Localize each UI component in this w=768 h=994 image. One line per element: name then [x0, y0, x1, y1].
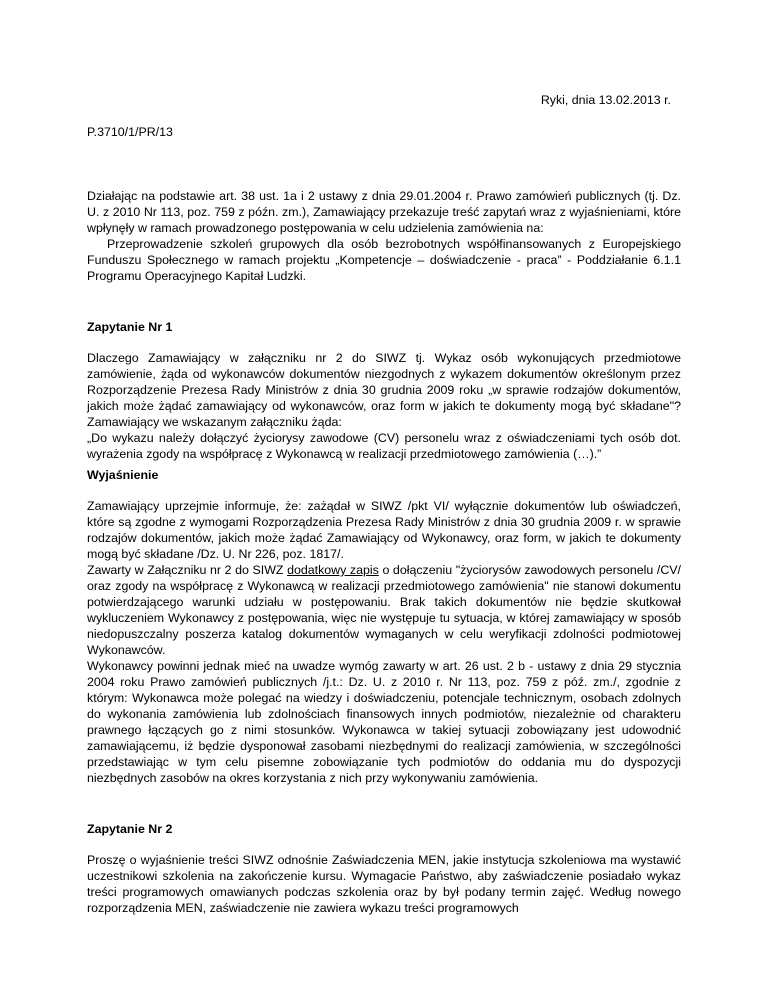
- question-1-heading-block: [87, 319, 681, 335]
- question-2-body: [87, 852, 681, 916]
- explanation-1-paragraph-2: [87, 562, 681, 658]
- question-1-body: [87, 350, 681, 462]
- explanation-1-p2-start: Zawarty w Załączniku nr 2 do SIWZ: [87, 563, 288, 577]
- intro-paragraph: Działając na podstawie art. 38 ust. 1a i 2 ustawy z dnia 29.01.2004 r. Prawo zamówień publicznych (tj. Dz. U. z 2010 Nr 113, poz. 759 z późn. zm.), Zamawiający przekazuje treść zapytań wraz z wyjaśnieniami, które wpłynęły w ramach prowadzonego postępowania w celu udzielenia zamówienia na:: [87, 189, 681, 235]
- question-2-heading-block: [87, 821, 681, 837]
- explanation-1-heading-block: [87, 467, 681, 483]
- explanation-1-paragraph-3: Wykonawcy powinni jednak mieć na uwadze wymóg zawarty w art. 26 ust. 2 b - ustawy z dnia 29 stycznia 2004 roku Prawo zamówień publicznych /j.t.: Dz. U. z 2010 r. Nr 113, poz. 759 z póź. zm./, zgodnie z którym: Wykonawca może polegać na wiedzy i doświadczeniu, potencjale technicznym, osobach zdolnych do wykonania zamówienia lub zdolnościach finansowych innych podmiotów, niezależnie od charakteru prawnego łączących go z nimi stosunków. Wykonawca w takiej sytuacji zobowiązany jest udowodnić zamawiającemu, iż będzie dysponował zasobami niezbędnymi do realizacji zamówienia, w szczególności przedstawiając w tym celu pisemne zobowiązanie tych podmiotów do oddania mu do dyspozycji niezbędnych zasobów na okres korzystania z nich przy wykonywaniu zamówienia.: [87, 659, 681, 785]
- document-date: Ryki, dnia 13.02.2013 r.: [540, 93, 671, 107]
- explanation-1-p2-end: o dołączeniu "życiorysów zawodowych personelu /CV/ oraz zgody na współpracę z Wykonawcą w realizacji przedmiotowego zamówienia" nie stanowi dokumentu potwierdzającego warunki udziału w postępowaniu. Brak takich dokumentów nie będzie skutkował wykluczeniem Wykonawcy z postępowania, więc nie występuje tu sytuacja, w której zamawiający w sposób niedopuszczalny poszerza katalog dokumentów wymaganych w celu weryfikacji zdolności podmiotowej Wykonawców.: [87, 563, 681, 657]
- underlined-phrase: dodatkowy zapis: [287, 563, 379, 577]
- question-2-paragraph: Proszę o wyjaśnienie treści SIWZ odnośnie Zaświadczenia MEN, jakie instytucja szkoleniowa ma wystawić uczestnikowi szkolenia na zakończenie kursu. Wymagacie Państwo, aby zaświadczenie posiadało wykaz treści programowych omawianych podczas szkolenia oraz by był podany termin zajęć. Według nowego rozporządzenia MEN, zaświadczenie nie zawiera wykazu treści programowych: [87, 853, 681, 915]
- intro-section: [87, 188, 681, 284]
- question-1-heading: Zapytanie Nr 1: [87, 320, 173, 334]
- reference-number: P.3710/1/PR/13: [87, 125, 173, 139]
- explanation-1-body: [87, 498, 681, 786]
- question-1-paragraph: Dlaczego Zamawiający w załączniku nr 2 do SIWZ tj. Wykaz osób wykonujących przedmiotowe zamówienie, żąda od wykonawców dokumentów niezgodnych z wykazem dokumentów określonym przez Rozporządzenie Prezesa Rady Ministrów z dnia 30 grudnia 2009 roku „w sprawie rodzajów dokumentów, jakich może żądać zamawiający od wykonawców, oraz form w jakich te dokumenty mogą być składane"? Zamawiający we wskazanym załączniku żąda:: [87, 351, 681, 429]
- question-2-heading: Zapytanie Nr 2: [87, 822, 173, 836]
- explanation-1-paragraph-1: Zamawiający uprzejmie informuje, że: zażądał w SIWZ /pkt VI/ wyłącznie dokumentów lub oświadczeń, które są zgodne z wymogami Rozporządzenia Prezesa Rady Ministrów z dnia 30 grudnia 2009 r. w sprawie rodzajów dokumentów, jakich może żądać Zamawiający od Wykonawcy, oraz form, w jakich te dokumenty mogą być składane /Dz. U. Nr 226, poz. 1817/.: [87, 499, 681, 561]
- explanation-1-heading: Wyjaśnienie: [87, 468, 159, 482]
- subject-paragraph: Przeprowadzenie szkoleń grupowych dla osób bezrobotnych współfinansowanych z Europejskiego Funduszu Społecznego w ramach projektu „Kompetencje – doświadczenie - praca” - Poddziałanie 6.1.1 Programu Operacyjnego Kapitał Ludzki.: [87, 237, 681, 283]
- question-1-quote: „Do wykazu należy dołączyć życiorysy zawodowe (CV) personelu wraz z oświadczeniami tych osób dot. wyrażenia zgody na współpracę z Wykonawcą w realizacji przedmiotowego zamówienia (…).”: [87, 431, 681, 461]
